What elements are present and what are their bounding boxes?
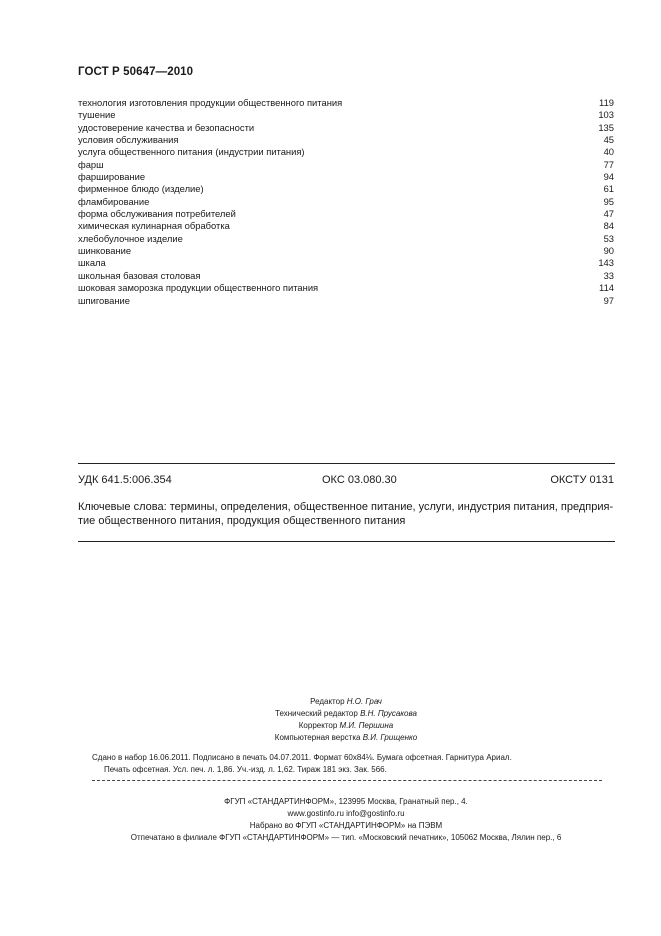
credit-role: Компьютерная верстка xyxy=(274,733,361,742)
index-term: шоковая заморозка продукции общественного питания xyxy=(78,282,319,294)
index-entry xyxy=(78,233,614,245)
publication-line: Печать офсетная. Усл. печ. л. 1,86. Уч.-изд. л. 1,62. Тираж 181 экз. Зак. 566. xyxy=(104,765,387,774)
index-entry xyxy=(78,171,614,183)
credit-name: Н.О. Грач xyxy=(346,697,382,706)
index-entry xyxy=(78,196,614,208)
top-divider xyxy=(78,463,615,464)
index-page: 90 xyxy=(603,245,614,257)
oks-code: ОКС 03.080.30 xyxy=(322,474,397,486)
index-page: 94 xyxy=(603,171,614,183)
publisher-typeset: Набрано во ФГУП «СТАНДАРТИНФОРМ» на ПЭВМ xyxy=(249,821,443,830)
standard-header: ГОСТ Р 50647—2010 xyxy=(78,66,194,78)
index-term: школьная базовая столовая xyxy=(78,269,201,281)
index-term: фирменное блюдо (изделие) xyxy=(78,183,204,195)
index-page: 143 xyxy=(598,257,614,269)
credit-line xyxy=(78,720,614,732)
index-entry xyxy=(78,282,614,294)
publisher-address: ФГУП «СТАНДАРТИНФОРМ», 123995 Москва, Гранатный пер., 4. xyxy=(224,797,468,806)
index-page: 119 xyxy=(599,97,614,108)
index-page: 103 xyxy=(598,109,614,121)
index-page: 53 xyxy=(603,232,614,244)
index-term: шкала xyxy=(78,257,106,269)
alphabetical-index xyxy=(78,97,614,307)
index-page: 40 xyxy=(603,146,614,158)
index-term: форма обслуживания потребителей xyxy=(78,208,236,220)
credit-name: В.И. Грищенко xyxy=(362,733,418,742)
index-page: 77 xyxy=(603,158,614,170)
index-term: хлебобулочное изделие xyxy=(78,232,183,244)
index-entry xyxy=(78,146,614,158)
dashed-divider xyxy=(92,780,602,781)
index-entry xyxy=(78,295,614,307)
publisher-web: www.gostinfo.ru info@gostinfo.ru xyxy=(287,809,405,818)
index-term: удостоверение качества и безопасности xyxy=(78,121,255,133)
index-page: 45 xyxy=(603,134,614,146)
index-entry xyxy=(78,220,614,232)
index-entry xyxy=(78,122,614,134)
index-page: 95 xyxy=(603,195,614,207)
credit-line xyxy=(78,708,614,720)
keywords xyxy=(78,501,614,528)
index-page: 114 xyxy=(599,282,614,294)
index-page: 135 xyxy=(598,121,614,133)
credit-name: В.Н. Прусакова xyxy=(360,709,417,718)
index-term: химическая кулинарная обработка xyxy=(78,220,230,232)
index-page: 47 xyxy=(603,208,614,220)
index-term: услуга общественного питания (индустрии питания) xyxy=(78,146,305,158)
index-term: фарш xyxy=(78,158,104,170)
index-entry xyxy=(78,270,614,282)
index-entry xyxy=(78,208,614,220)
index-term: тушение xyxy=(78,109,116,121)
index-term: технология изготовления продукции общественного питания xyxy=(78,97,343,108)
publisher-info xyxy=(78,796,614,844)
index-term: шпигование xyxy=(78,294,130,306)
credit-role: Редактор xyxy=(310,697,345,706)
index-page: 61 xyxy=(603,183,614,195)
keywords-line: Ключевые слова: термины, определения, общественное питание, услуги, индустрия питания, предприя- xyxy=(78,501,614,513)
publication-details xyxy=(92,752,592,776)
bottom-divider xyxy=(78,541,615,542)
index-entry xyxy=(78,134,614,146)
credit-role: Технический редактор xyxy=(275,709,358,718)
udk-code: УДК 641.5:006.354 xyxy=(78,474,172,486)
index-term: фламбирование xyxy=(78,195,150,207)
index-page: 84 xyxy=(603,220,614,232)
credit-line xyxy=(78,696,614,708)
index-entry xyxy=(78,109,614,121)
index-term: фарширование xyxy=(78,171,146,183)
credit-name: М.И. Першина xyxy=(339,721,394,730)
index-entry xyxy=(78,245,614,257)
index-page: 33 xyxy=(603,269,614,281)
index-entry xyxy=(78,257,614,269)
index-entry xyxy=(78,183,614,195)
index-term: шинкование xyxy=(78,245,132,257)
editorial-credits xyxy=(78,696,614,744)
keywords-line: тие общественного питания, продукция общественного питания xyxy=(78,514,406,527)
publisher-printed: Отпечатано в филиале ФГУП «СТАНДАРТИНФОРМ» — тип. «Московский печатник», 105062 Москва, Лялин пер., 6 xyxy=(130,833,562,842)
index-entry xyxy=(78,97,614,109)
okstu-code: ОКСТУ 0131 xyxy=(550,474,614,486)
index-page: 97 xyxy=(603,294,614,306)
index-entry xyxy=(78,159,614,171)
index-term: условия обслуживания xyxy=(78,134,179,146)
credit-line xyxy=(78,732,614,744)
credit-role: Корректор xyxy=(298,721,338,730)
publication-line: Сдано в набор 16.06.2011. Подписано в печать 04.07.2011. Формат 60x84⅛. Бумага офсетная. Гарнитура Ариал. xyxy=(92,753,512,762)
